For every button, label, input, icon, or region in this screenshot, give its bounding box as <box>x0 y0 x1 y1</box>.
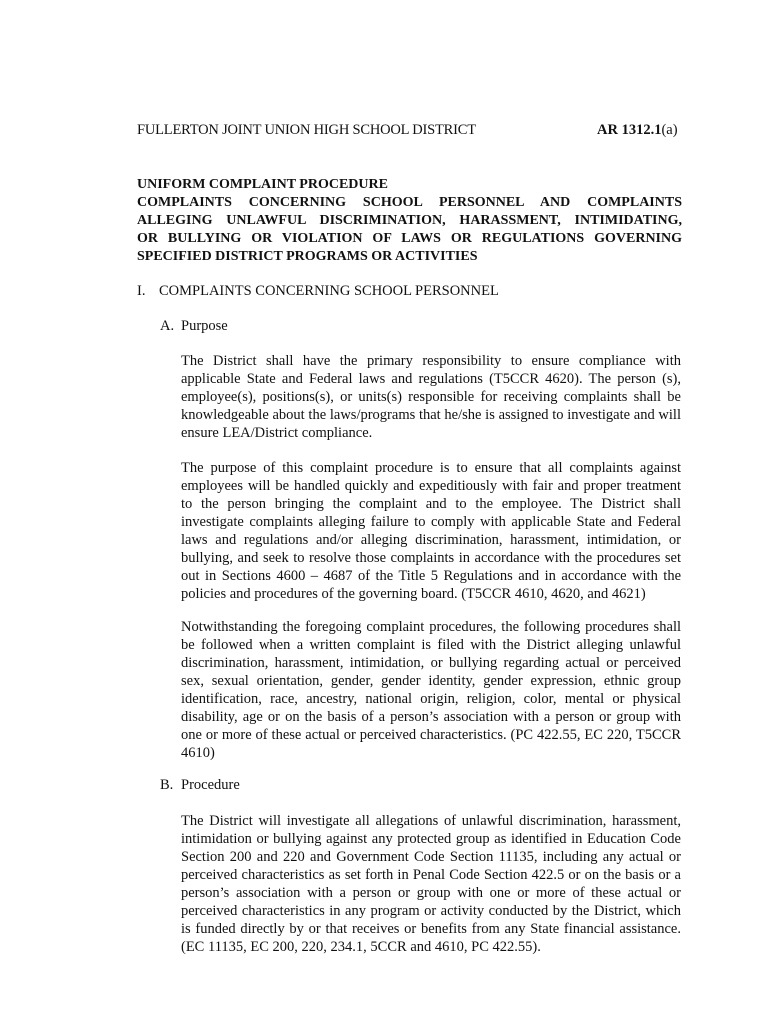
subsection-heading-b <box>160 777 240 794</box>
subsection-heading-a <box>160 318 228 335</box>
title-line: UNIFORM COMPLAINT PROCEDURE <box>137 177 388 192</box>
subsection-letter: B. <box>160 777 174 793</box>
regulation-code <box>597 122 678 139</box>
title-line: COMPLAINTS CONCERNING SCHOOL PERSONNEL AND COMPLAINTS <box>137 195 682 210</box>
district-name: FULLERTON JOINT UNION HIGH SCHOOL DISTRICT <box>137 122 476 138</box>
regulation-page-suffix: (a) <box>661 122 678 138</box>
subsection-letter: A. <box>160 318 175 334</box>
section-number: I. <box>137 283 146 299</box>
paragraph-responsibility: The District shall have the primary responsibility to ensure compliance with applicable State and Federal laws and regulations (T5CCR 4620). The person (s), employee(s), positions(s), or units(s) responsible for receiving complaints shall be knowledgeable about the laws/programs that he/she is assigned to investigate and will ensure LEA/District compliance. <box>181 353 681 441</box>
section-heading-i <box>137 283 499 300</box>
paragraph-purpose: The purpose of this complaint procedure is to ensure that all complaints against employees will be handled quickly and expeditiously with fair and proper treatment to the person bringing the complaint and to the employee. The District shall investigate complaints alleging failure to comply with applicable State and Federal laws and regulations and/or alleging discrimination, harassment, intimidation, or bullying, and seek to resolve those complaints in accordance with the procedures set out in Sections 4600 – 4687 of the Title 5 Regulations and in accordance with the policies and procedures of the governing board. (T5CCR 4610, 4620, and 4621) <box>181 460 681 602</box>
subsection-heading-text: Procedure <box>181 777 240 793</box>
document-title <box>137 176 682 266</box>
paragraph-notwithstanding: Notwithstanding the foregoing complaint procedures, the following procedures shall be followed when a written complaint is filed with the District alleging unlawful discrimination, harassment, intimidation, or bullying regarding actual or perceived sex, sexual orientation, gender, gender identity, gender expression, ethnic group identification, race, ancestry, national origin, religion, color, mental or physical disability, age or on the basis of a person’s association with a person or group with one or more of these actual or perceived characteristics. (PC 422.55, EC 220, T5CCR 4610) <box>181 619 681 761</box>
section-heading-text: COMPLAINTS CONCERNING SCHOOL PERSONNEL <box>159 283 499 299</box>
title-line: OR BULLYING OR VIOLATION OF LAWS OR REGULATIONS GOVERNING <box>137 231 682 246</box>
title-line: SPECIFIED DISTRICT PROGRAMS OR ACTIVITIES <box>137 249 478 264</box>
regulation-number: AR 1312.1 <box>597 122 662 138</box>
paragraph-procedure: The District will investigate all allegations of unlawful discrimination, harassment, intimidation or bullying against any protected group as identified in Education Code Section 200 and 220 and Government Code Section 11135, including any actual or perceived characteristics as set forth in Penal Code Section 422.5 or on the basis or a person’s association with a person or group with one or more of these actual or perceived characteristics in any program or activity conducted by the District, which is funded directly by or that receives or benefits from any State financial assistance. (EC 11135, EC 200, 220, 234.1, 5CCR and 4610, PC 422.55). <box>181 813 681 955</box>
subsection-heading-text: Purpose <box>181 318 228 334</box>
title-line: ALLEGING UNLAWFUL DISCRIMINATION, HARASSMENT, INTIMIDATING, <box>137 213 682 228</box>
